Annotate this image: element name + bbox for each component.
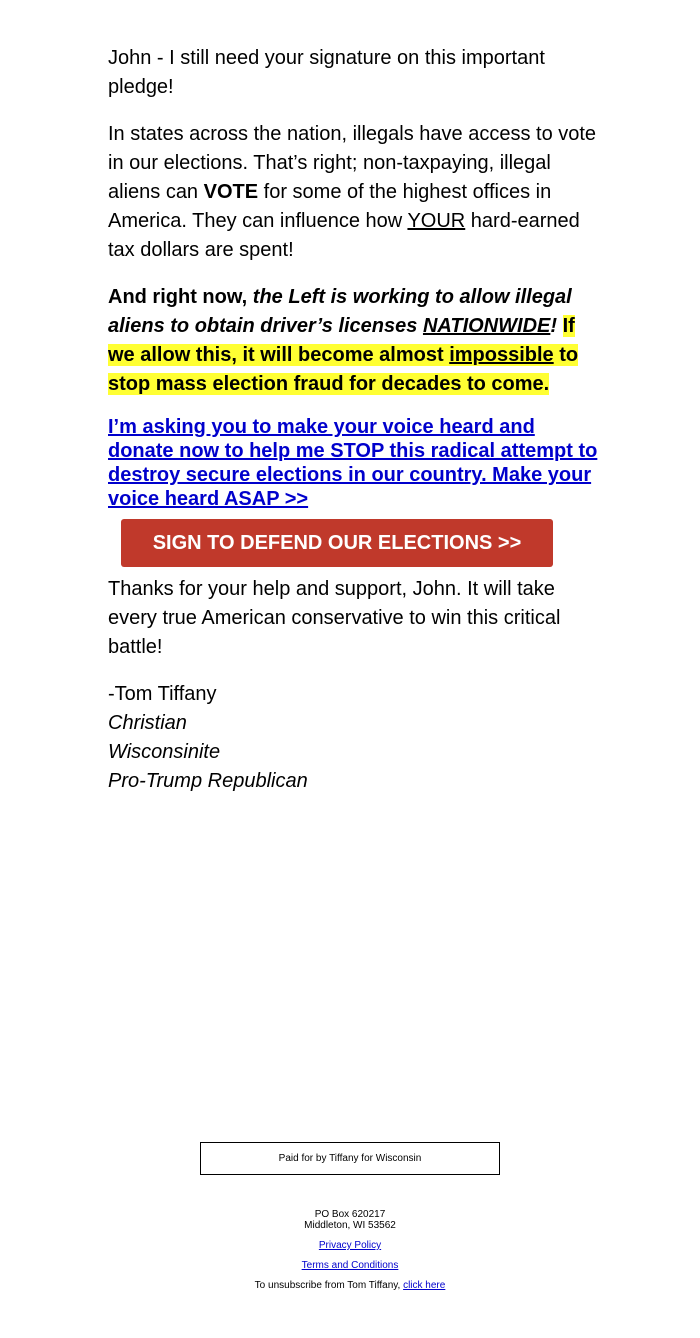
para2-text-3: hard-earned tax dollars are spent!: [108, 210, 580, 261]
greeting-paragraph: John - I still need your signature on this important pledge!: [108, 47, 545, 98]
signature-name: -Tom Tiffany: [108, 683, 217, 705]
unsubscribe-text: To unsubscribe from Tom Tiffany,: [254, 1280, 404, 1291]
vote-emphasis: VOTE: [203, 181, 259, 203]
terms-conditions-link[interactable]: Terms and Conditions: [301, 1260, 399, 1271]
para2-text-1: In states across the nation, illegals have access to vote in our elections. That’s right; non-taxpaying, illegal aliens can: [108, 123, 597, 203]
button-container: [108, 519, 600, 567]
para3-bang: !: [550, 315, 558, 337]
impossible-emphasis: impossible: [449, 344, 554, 366]
para3-italic: the Left is working to allow illegal aliens to obtain driver’s licenses: [108, 286, 572, 337]
signature-block: [108, 680, 600, 796]
highlight-text-1: If we allow this, it will become almost: [108, 315, 575, 366]
para3-space: [557, 315, 563, 337]
your-emphasis: YOUR: [407, 210, 466, 232]
sign-defend-elections-button[interactable]: SIGN TO DEFEND OUR ELECTIONS >>: [121, 519, 553, 567]
illegals-vote-paragraph: [108, 120, 600, 265]
paid-for-disclaimer: Paid for by Tiffany for Wisconsin: [200, 1142, 500, 1175]
unsubscribe-link[interactable]: click here: [403, 1280, 446, 1291]
email-footer: [0, 1209, 700, 1291]
address-line-1: PO Box 620217: [314, 1209, 386, 1220]
nationwide-emphasis: NATIONWIDE: [422, 315, 551, 337]
closing-paragraph: Thanks for your help and support, John. It will take every true American conservative to win this critical battle!: [108, 578, 561, 658]
signature-line-republican: Pro-Trump Republican: [108, 770, 308, 792]
licenses-paragraph: [108, 283, 600, 399]
para3-lead: And right now,: [108, 286, 253, 308]
privacy-policy-link[interactable]: Privacy Policy: [318, 1240, 382, 1251]
para2-text-2: for some of the highest offices in America. They can influence how: [108, 181, 552, 232]
signature-line-wisconsinite: Wisconsinite: [108, 741, 221, 763]
highlight-text-2: to stop mass election fraud for decades to come.: [108, 344, 579, 395]
address-line-2: Middleton, WI 53562: [304, 1220, 396, 1231]
signature-line-christian: Christian: [108, 712, 187, 734]
email-body: [108, 44, 600, 796]
unsubscribe-line: [0, 1280, 700, 1291]
donate-cta-link[interactable]: I’m asking you to make your voice heard and donate now to help me STOP this radical attempt to destroy secure elections in our country. Make your voice heard ASAP >>: [108, 416, 598, 510]
